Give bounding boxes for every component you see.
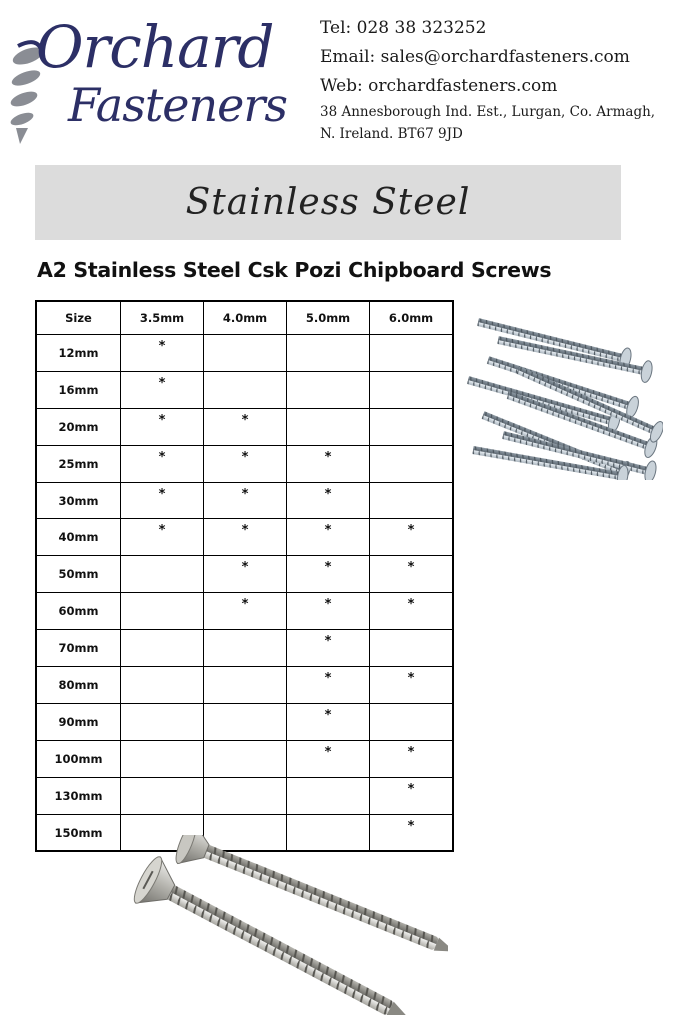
availability-cell	[370, 445, 454, 482]
availability-cell: *	[287, 593, 370, 630]
table-row	[36, 667, 453, 704]
size-cell: 130mm	[36, 777, 121, 814]
availability-cell	[370, 408, 454, 445]
availability-cell	[204, 667, 287, 704]
column-header-diameter: 6.0mm	[370, 301, 454, 335]
table-row	[36, 556, 453, 593]
availability-cell	[204, 335, 287, 372]
contact-tel: Tel: 028 38 323252	[320, 18, 487, 38]
table-row	[36, 740, 453, 777]
size-cell: 80mm	[36, 667, 121, 704]
logo-text-orchard: Orchard	[36, 13, 274, 81]
table-header-row	[36, 301, 453, 335]
category-banner-text: Stainless Steel	[185, 182, 471, 223]
logo-text-fasteners: Fasteners	[68, 78, 287, 132]
availability-cell	[370, 335, 454, 372]
availability-cell: *	[287, 482, 370, 519]
availability-cell: *	[370, 519, 454, 556]
availability-cell: *	[287, 667, 370, 704]
availability-cell: *	[287, 630, 370, 667]
column-header-diameter: 4.0mm	[204, 301, 287, 335]
size-cell: 25mm	[36, 445, 121, 482]
screws-pair-image	[128, 835, 448, 1015]
availability-cell	[287, 777, 370, 814]
table-row	[36, 371, 453, 408]
table-row	[36, 777, 453, 814]
availability-cell	[370, 482, 454, 519]
availability-cell: *	[204, 556, 287, 593]
contact-email: Email: sales@orchardfasteners.com	[320, 47, 630, 67]
category-banner	[35, 165, 621, 240]
product-title: A2 Stainless Steel Csk Pozi Chipboard Screws	[37, 258, 552, 282]
column-header-diameter: 3.5mm	[121, 301, 204, 335]
availability-cell	[204, 703, 287, 740]
availability-cell: *	[121, 408, 204, 445]
availability-cell	[121, 777, 204, 814]
size-cell: 30mm	[36, 482, 121, 519]
size-availability-table	[35, 300, 454, 852]
size-cell: 100mm	[36, 740, 121, 777]
availability-cell	[121, 556, 204, 593]
availability-cell: *	[204, 445, 287, 482]
availability-cell: *	[204, 482, 287, 519]
availability-cell	[204, 777, 287, 814]
table-row	[36, 519, 453, 556]
size-cell: 150mm	[36, 814, 121, 851]
availability-cell	[287, 371, 370, 408]
availability-cell: *	[287, 703, 370, 740]
table-row	[36, 445, 453, 482]
column-header-size: Size	[36, 301, 121, 335]
size-cell: 70mm	[36, 630, 121, 667]
availability-cell: *	[287, 740, 370, 777]
availability-cell	[121, 740, 204, 777]
table-row	[36, 703, 453, 740]
availability-cell: *	[121, 445, 204, 482]
availability-cell: *	[370, 556, 454, 593]
availability-cell	[370, 630, 454, 667]
contact-block	[320, 14, 670, 145]
size-cell: 12mm	[36, 335, 121, 372]
size-cell: 50mm	[36, 556, 121, 593]
size-cell: 90mm	[36, 703, 121, 740]
table-row	[36, 408, 453, 445]
table-row	[36, 593, 453, 630]
availability-cell: *	[370, 777, 454, 814]
availability-cell	[204, 630, 287, 667]
availability-cell	[204, 371, 287, 408]
table-row	[36, 482, 453, 519]
size-cell: 60mm	[36, 593, 121, 630]
availability-cell	[287, 335, 370, 372]
company-logo	[8, 12, 308, 152]
availability-cell	[370, 703, 454, 740]
availability-cell: *	[121, 519, 204, 556]
availability-cell: *	[370, 667, 454, 704]
size-cell: 16mm	[36, 371, 121, 408]
contact-web: Web: orchardfasteners.com	[320, 76, 558, 96]
contact-address-line1: 38 Annesborough Ind. Est., Lurgan, Co. Armagh,	[320, 104, 656, 120]
availability-cell	[370, 371, 454, 408]
availability-cell	[121, 593, 204, 630]
availability-cell: *	[204, 593, 287, 630]
availability-cell	[121, 703, 204, 740]
availability-cell	[204, 740, 287, 777]
table-row	[36, 630, 453, 667]
availability-cell	[121, 630, 204, 667]
availability-cell: *	[370, 740, 454, 777]
table-row	[36, 335, 453, 372]
availability-cell	[287, 408, 370, 445]
availability-cell: *	[370, 814, 454, 851]
size-cell: 20mm	[36, 408, 121, 445]
availability-cell: *	[204, 519, 287, 556]
availability-cell: *	[370, 593, 454, 630]
availability-cell	[121, 667, 204, 704]
availability-cell: *	[287, 445, 370, 482]
availability-cell: *	[287, 556, 370, 593]
availability-cell: *	[121, 371, 204, 408]
column-header-diameter: 5.0mm	[287, 301, 370, 335]
availability-cell: *	[121, 482, 204, 519]
availability-cell: *	[287, 519, 370, 556]
contact-address-line2: N. Ireland. BT67 9JD	[320, 126, 463, 142]
screws-pile-image	[458, 300, 663, 480]
size-cell: 40mm	[36, 519, 121, 556]
availability-cell: *	[121, 335, 204, 372]
availability-cell: *	[204, 408, 287, 445]
